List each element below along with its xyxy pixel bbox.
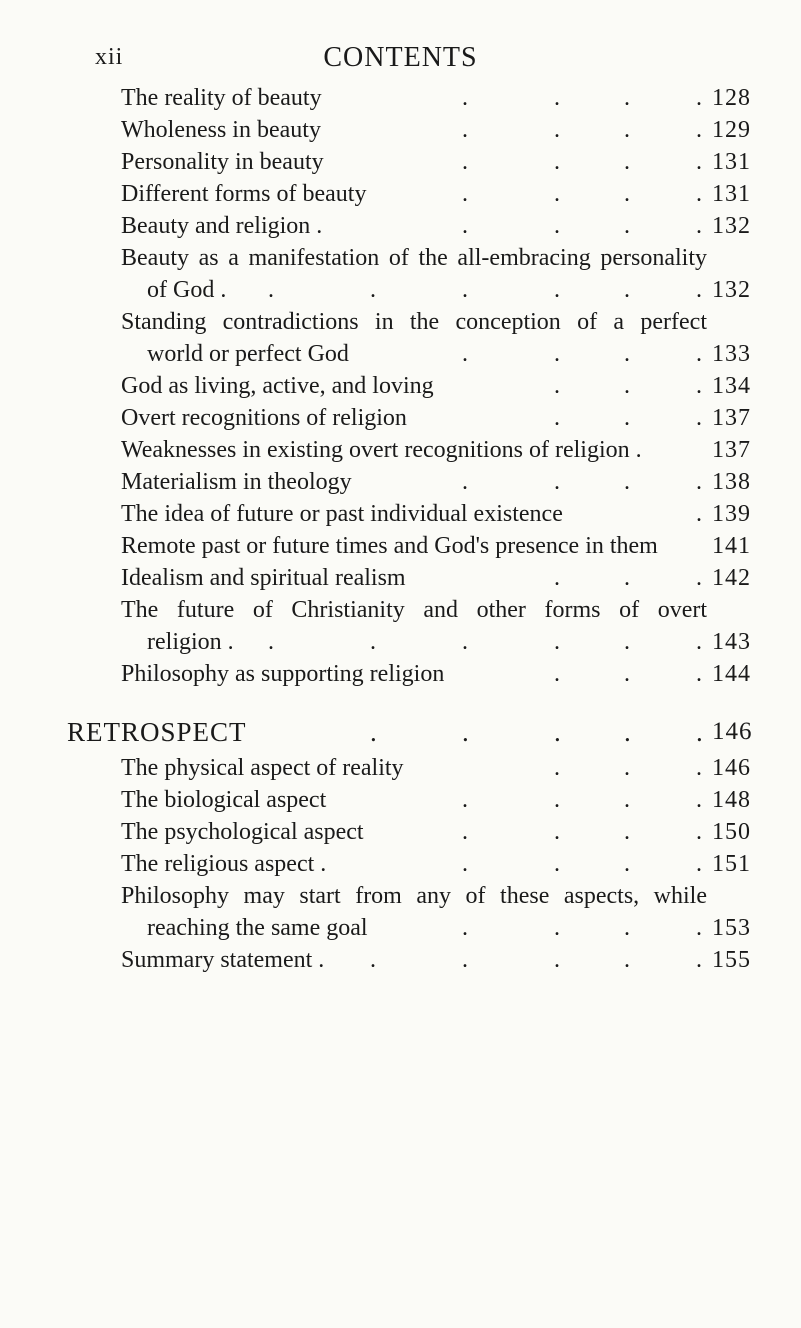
contents-entry: The physical aspect of reality . . . 146: [0, 752, 801, 784]
contents-entry: religion . . . . . . . 143: [0, 626, 801, 658]
page-folio: xii: [95, 44, 124, 70]
contents-entry: reaching the same goal . . . . 153: [0, 912, 801, 944]
entry-page-number: 146: [712, 755, 751, 781]
entry-page-number: 141: [712, 533, 751, 559]
entry-title: Beauty and religion .: [121, 213, 323, 239]
entry-page-number: 148: [712, 787, 751, 813]
contents-list: [0, 82, 801, 976]
entry-title: Different forms of beauty: [121, 181, 367, 207]
contents-entry: The idea of future or past individual existence . 139: [0, 498, 801, 530]
entry-page-number: 134: [712, 373, 751, 399]
entry-page-number: 128: [712, 85, 751, 111]
running-head: CONTENTS: [323, 42, 478, 73]
entry-page-number: 131: [712, 181, 751, 207]
section-spacer: [0, 690, 801, 712]
contents-entry: The reality of beauty . . . . 128: [0, 82, 801, 114]
entry-title: Personality in beauty: [121, 149, 324, 175]
entry-page-number: 153: [712, 915, 751, 941]
entry-page-number: 151: [712, 851, 751, 877]
entry-title: Philosophy may start from any of these aspects, while: [121, 883, 707, 909]
entry-page-number: 137: [712, 437, 751, 463]
entry-page-number: 143: [712, 629, 751, 655]
entry-title: religion .: [147, 629, 234, 655]
entry-page-number: 131: [712, 149, 751, 175]
contents-entry: The religious aspect . . . . . 151: [0, 848, 801, 880]
contents-entry: [0, 530, 801, 562]
page-header: [0, 38, 801, 78]
contents-entry: God as living, active, and loving . . . 134: [0, 370, 801, 402]
contents-entry: Wholeness in beauty . . . . 129: [0, 114, 801, 146]
contents-entry: Philosophy as supporting religion . . . 144: [0, 658, 801, 690]
entry-title: The biological aspect: [121, 787, 327, 813]
entry-title: Standing contradictions in the conception of a perfect: [121, 309, 707, 335]
entry-title: The religious aspect .: [121, 851, 327, 877]
entry-title: of God .: [147, 277, 227, 303]
entry-page-number: 144: [712, 661, 751, 687]
contents-entry: [0, 880, 801, 912]
section-page-number: 146: [712, 718, 753, 745]
entry-page-number: 142: [712, 565, 751, 591]
entry-title: Overt recognitions of religion: [121, 405, 407, 431]
entry-page-number: 155: [712, 947, 751, 973]
contents-entry: The psychological aspect . . . . 150: [0, 816, 801, 848]
contents-entry: [0, 306, 801, 338]
contents-entry: [0, 242, 801, 274]
entry-title: The psychological aspect: [121, 819, 364, 845]
entry-title: reaching the same goal: [147, 915, 368, 941]
section-title: RETROSPECT: [67, 717, 247, 747]
entry-page-number: 137: [712, 405, 751, 431]
contents-entry: Summary statement . . . . . . 155: [0, 944, 801, 976]
entry-title: God as living, active, and loving: [121, 373, 434, 399]
entry-title: Materialism in theology: [121, 469, 352, 495]
entry-title: The physical aspect of reality: [121, 755, 404, 781]
contents-entry: [0, 434, 801, 466]
contents-entry: of God . . . . . . . 132: [0, 274, 801, 306]
contents-entry: Materialism in theology . . . . 138: [0, 466, 801, 498]
entry-title: Remote past or future times and God's presence in them: [121, 533, 658, 559]
entry-title: Wholeness in beauty: [121, 117, 321, 143]
entry-title: The idea of future or past individual existence: [121, 501, 563, 527]
entry-title: Weaknesses in existing overt recognitions of religion .: [121, 437, 642, 463]
contents-entry: world or perfect God . . . . 133: [0, 338, 801, 370]
contents-entry: Beauty and religion . . . . . 132: [0, 210, 801, 242]
contents-entry: [0, 594, 801, 626]
entry-page-number: 132: [712, 277, 751, 303]
entry-page-number: 132: [712, 213, 751, 239]
contents-entry: Idealism and spiritual realism . . . 142: [0, 562, 801, 594]
entry-title: Beauty as a manifestation of the all-embracing personality: [121, 245, 707, 271]
entry-title: Philosophy as supporting religion: [121, 661, 445, 687]
contents-entry: Overt recognitions of religion . . . 137: [0, 402, 801, 434]
entry-title: world or perfect God: [147, 341, 349, 367]
contents-entry: Personality in beauty . . . . 131: [0, 146, 801, 178]
entry-page-number: 139: [712, 501, 751, 527]
entry-page-number: 150: [712, 819, 751, 845]
contents-entry: Different forms of beauty . . . . 131: [0, 178, 801, 210]
section-heading: RETROSPECT . . . . . 146: [0, 712, 801, 752]
entry-page-number: 138: [712, 469, 751, 495]
entry-page-number: 133: [712, 341, 751, 367]
entry-title: The future of Christianity and other forms of overt: [121, 597, 707, 623]
entry-title: Summary statement .: [121, 947, 325, 973]
entry-title: Idealism and spiritual realism: [121, 565, 406, 591]
entry-page-number: 129: [712, 117, 751, 143]
entry-title: The reality of beauty: [121, 85, 322, 111]
contents-entry: The biological aspect . . . . 148: [0, 784, 801, 816]
